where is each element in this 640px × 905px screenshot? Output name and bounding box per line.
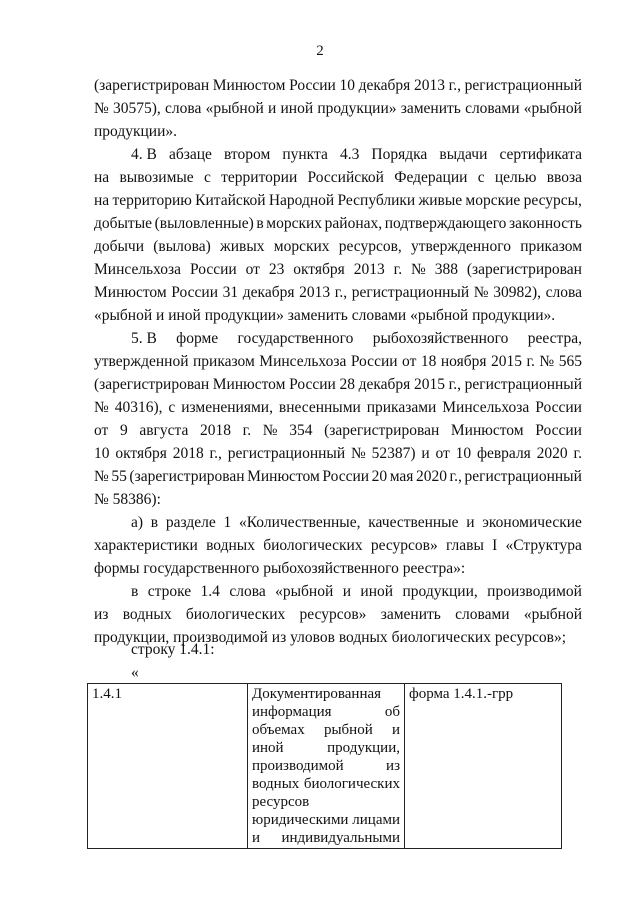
text-word: октября [115, 445, 167, 462]
text-word: России [350, 353, 398, 370]
text-word: Минюстом [450, 422, 524, 439]
text-word: в [256, 215, 264, 232]
description-line [252, 775, 400, 793]
text-word: (выловленные) [154, 215, 254, 232]
text-word: г., [448, 376, 461, 393]
text-word: добытые [94, 215, 153, 232]
text-word: с [168, 399, 176, 416]
text-line [94, 488, 582, 511]
description-line [252, 793, 400, 811]
text-word: строку [131, 641, 176, 658]
text-word: г. [526, 353, 535, 370]
text-word: законность [509, 215, 582, 232]
text-word: и [342, 583, 351, 600]
text-word: Федерации [394, 169, 468, 186]
text-line [94, 603, 582, 626]
form-reference-cell: форма 1.4.1.-грр [405, 684, 562, 849]
text-word: 2013 [299, 284, 331, 301]
text-word: от [245, 261, 260, 278]
text-word: декабря [358, 376, 411, 393]
table-row [88, 684, 562, 849]
text-word: а) [131, 514, 144, 531]
text-word: втором [223, 146, 271, 163]
text-word: строке [147, 583, 192, 600]
text-word: 18 [420, 353, 437, 370]
text-word: № [94, 491, 109, 508]
text-word: изменениями, [181, 399, 273, 416]
text-line [131, 511, 582, 534]
text-word: «рыбной [523, 100, 582, 117]
text-word: приказом [520, 238, 582, 255]
text-word: и [466, 514, 475, 531]
text-word: приказом [192, 353, 255, 370]
text-word: иной [168, 307, 201, 324]
text-word: Народной [268, 192, 335, 209]
register-form-table [87, 683, 562, 849]
text-word: 4. В [131, 146, 157, 163]
text-word: 2013 [413, 77, 445, 94]
text-word: районах, [324, 215, 383, 232]
description-line [252, 685, 400, 703]
text-word: Минсельхоза [442, 399, 530, 416]
text-word: 2018 [200, 422, 232, 439]
text-word: производимой [252, 758, 344, 774]
text-word: декабря [242, 284, 295, 301]
text-word: I [492, 537, 498, 554]
description-line [252, 829, 400, 847]
text-word: г. [573, 445, 582, 462]
text-word: 23 [268, 261, 285, 278]
text-word: ресурсов, [338, 238, 402, 255]
text-word: 2015 [490, 353, 522, 370]
text-line [94, 212, 582, 235]
text-word: государственного [237, 330, 354, 347]
text-word: «рыбной [275, 583, 334, 600]
text-line [94, 373, 582, 396]
text-word: России [189, 261, 237, 278]
text-word: России [289, 376, 336, 393]
text-word: на [94, 192, 110, 209]
text-word: Минюстом [247, 468, 320, 485]
text-word: 52387) [371, 445, 416, 462]
text-word: и [267, 100, 277, 117]
text-word: подтверждающего [384, 215, 507, 232]
text-word: сертификата [499, 146, 582, 163]
text-word: словами [465, 100, 520, 117]
text-word: Минсельхоза [259, 353, 347, 370]
description-line [252, 739, 400, 757]
text-word: г., [209, 445, 222, 462]
text-word: и [421, 445, 430, 462]
text-word: и [391, 722, 400, 738]
text-word: рыбохозяйственного [263, 560, 399, 577]
page-number: 2 [316, 43, 324, 59]
text-word: из [94, 606, 109, 623]
text-word: 565 [558, 353, 582, 370]
text-word: продукции». [94, 123, 178, 140]
text-word: августа [139, 422, 189, 439]
text-word: рыбной [323, 722, 373, 738]
text-word: продукции, [94, 629, 170, 646]
text-word: России [322, 468, 370, 485]
text-word: 58386): [112, 491, 161, 508]
text-word: регистрационный [464, 77, 582, 94]
text-word: утвержденного [411, 238, 511, 255]
text-word: и [252, 830, 261, 846]
text-word: № [94, 100, 109, 117]
text-word: 1.4 [200, 583, 220, 600]
text-word: биологических [391, 629, 491, 646]
text-line [94, 120, 582, 143]
text-word: № [473, 284, 489, 301]
text-line [94, 557, 582, 580]
text-word: водных [122, 606, 172, 623]
text-word: с [203, 169, 211, 186]
text-word: объемах [252, 722, 305, 738]
text-word: заменить [400, 100, 461, 117]
text-word: 10 [455, 445, 472, 462]
text-word: 4.3 [339, 146, 360, 163]
text-word: добычи [94, 238, 145, 255]
text-word: целью [494, 169, 537, 186]
description-line [252, 721, 400, 739]
text-word: 30982), [493, 284, 541, 301]
text-word: абзаце [168, 146, 212, 163]
text-line [94, 465, 582, 488]
text-word: октября [293, 261, 345, 278]
text-word: 1 [223, 514, 232, 531]
text-word: (вылова) [153, 238, 211, 255]
text-word: выдачи [439, 146, 488, 163]
text-line [94, 189, 582, 212]
text-word: 2015 [413, 376, 445, 393]
text-word: № [539, 353, 555, 370]
text-word: Российской [307, 169, 384, 186]
text-word: индивидуальными [281, 830, 400, 846]
text-word: заменить [380, 606, 441, 623]
text-word: № [350, 445, 366, 462]
text-word: 55 [111, 468, 127, 485]
text-word: приказами [366, 399, 437, 416]
text-word: Минсельхоза [94, 261, 182, 278]
text-word: ввоза [546, 169, 582, 186]
text-line [131, 580, 582, 603]
text-word: продукции» [204, 307, 284, 324]
text-word: территории [221, 169, 298, 186]
text-word: морских [273, 238, 330, 255]
text-word: реестра»: [402, 560, 466, 577]
text-word: в [150, 514, 159, 531]
text-word: слова [545, 284, 582, 301]
text-word: государственного [143, 560, 260, 577]
text-word: ноября [440, 353, 487, 370]
text-word: Минюстом [212, 77, 286, 94]
text-word: производимой [173, 629, 268, 646]
text-word: регистрационный [351, 284, 470, 301]
text-word: № [410, 261, 426, 278]
description-line [252, 811, 400, 829]
text-word: (зарегистрирован [94, 376, 210, 393]
text-word: вывозимые [119, 169, 194, 186]
text-word: России [289, 77, 336, 94]
text-word: иной [280, 100, 314, 117]
text-word: биологических [185, 606, 286, 623]
text-word: № [94, 468, 109, 485]
text-word: водных [206, 537, 255, 554]
text-word: «Количественные, [238, 514, 361, 531]
text-word: формы [94, 560, 140, 577]
text-word: 388 [434, 261, 458, 278]
description-line [252, 703, 400, 721]
text-word: (зарегистрирован [324, 422, 440, 439]
text-word: г. [242, 422, 252, 439]
text-word: 1.4.1: [179, 641, 215, 658]
text-line [94, 350, 582, 373]
text-word: 31 [222, 284, 239, 301]
text-word: с [477, 169, 485, 186]
text-word: заменить [287, 307, 348, 324]
text-word: 40316), [114, 399, 163, 416]
text-word: разделе [165, 514, 216, 531]
text-line [131, 143, 582, 166]
text-word: «рыбной [523, 606, 582, 623]
text-word: характеристики [94, 537, 198, 554]
text-word: России [535, 422, 582, 439]
text-word: внесенными [278, 399, 361, 416]
text-word: из [386, 758, 400, 774]
text-word: экономические [482, 514, 582, 531]
text-line [94, 304, 582, 327]
text-word: живые [418, 192, 463, 209]
description-cell [248, 684, 405, 849]
text-word: водных [338, 629, 388, 646]
text-word: морских [266, 215, 323, 232]
text-word: 28 [339, 376, 355, 393]
text-word: 2018 [172, 445, 204, 462]
text-word: России [171, 284, 219, 301]
text-word: (зарегистрирован [129, 468, 245, 485]
text-word: производимой [487, 583, 582, 600]
text-word: г., [449, 468, 462, 485]
text-word: главы [445, 537, 484, 554]
text-word: № [94, 399, 109, 416]
text-word: регистрационный [464, 468, 582, 485]
text-word: пункта [282, 146, 328, 163]
text-word: территорию [112, 192, 192, 209]
text-word: морские [465, 192, 521, 209]
text-line [94, 74, 582, 97]
text-word: слова [229, 583, 266, 600]
text-word: февраля [476, 445, 531, 462]
text-word: регистрационный [227, 445, 346, 462]
text-line [94, 442, 582, 465]
text-word: (зарегистрирован [466, 261, 582, 278]
text-word: 10 [94, 445, 110, 462]
text-word: Документированная [252, 686, 382, 702]
text-word: 2020 [536, 445, 568, 462]
text-word: продукции, [327, 740, 400, 756]
text-word: (зарегистрирован [94, 77, 210, 94]
text-word: Порядка [371, 146, 428, 163]
text-line [94, 396, 582, 419]
text-word: иной [360, 583, 394, 600]
text-line [94, 235, 582, 258]
text-word: продукции». [472, 307, 556, 324]
text-line [94, 166, 582, 189]
text-word: 10 [339, 77, 355, 94]
text-word: 5. В [131, 330, 157, 347]
text-word: г., [334, 284, 348, 301]
text-word: из [271, 629, 287, 646]
text-word: словами [351, 307, 407, 324]
text-word: уловов [290, 629, 335, 646]
text-word: г., [448, 77, 461, 94]
text-word: слова [165, 100, 202, 117]
text-word: продукции, [402, 583, 478, 600]
text-word: юридическими [252, 812, 349, 828]
row-number-cell: 1.4.1 [88, 684, 248, 849]
text-word: об [384, 704, 400, 720]
text-word: от [94, 422, 109, 439]
text-line [94, 281, 582, 304]
text-word: ресурсов»; [494, 629, 567, 646]
text-word: 30575), [113, 100, 161, 117]
text-word: Минюстом [212, 376, 286, 393]
text-word: «рыбной [94, 307, 153, 324]
text-word: биологических [303, 776, 400, 792]
text-word: на [94, 169, 110, 186]
text-word: регистрационный [464, 376, 582, 393]
description-line [252, 757, 400, 775]
text-word: России [535, 399, 582, 416]
text-word: водных [252, 776, 300, 792]
text-word: ресурсы, [523, 192, 582, 209]
text-word: от [402, 353, 417, 370]
text-word: мая [389, 468, 414, 485]
text-word: качественные [368, 514, 459, 531]
text-word: живых [220, 238, 265, 255]
text-word: ресурсов» [370, 537, 438, 554]
text-word: ресурсов» [299, 606, 367, 623]
text-word: рыбохозяйственного [372, 330, 509, 347]
text-line [94, 534, 582, 557]
text-word: форме [176, 330, 219, 347]
text-word: в [131, 583, 139, 600]
text-word: утвержденной [94, 353, 189, 370]
text-word: 2020 [415, 468, 447, 485]
text-word: Минюстом [94, 284, 167, 301]
text-word: «рыбной [410, 307, 469, 324]
text-word: Китайской [195, 192, 266, 209]
text-word: биологических [263, 537, 363, 554]
text-word: информация [252, 704, 332, 720]
text-word: Республики [337, 192, 416, 209]
text-word: декабря [358, 77, 411, 94]
text-word: 2013 [353, 261, 385, 278]
text-line [131, 661, 582, 684]
text-word: ресурсов [252, 794, 310, 810]
text-word: лицами [352, 812, 400, 828]
text-word: 20 [371, 468, 388, 485]
text-word: 354 [289, 422, 313, 439]
text-word: «Структура [505, 537, 582, 554]
text-line [94, 97, 582, 120]
text-line [94, 419, 582, 442]
text-word: и [156, 307, 165, 324]
text-word: продукции» [317, 100, 397, 117]
text-line [131, 638, 582, 661]
text-word: словами [455, 606, 510, 623]
page-bottom-edge [0, 857, 640, 905]
text-word: иной [252, 740, 284, 756]
text-line [131, 327, 582, 350]
text-word: « [131, 664, 139, 681]
text-word: № [262, 422, 278, 439]
text-word: 9 [119, 422, 128, 439]
text-line [94, 258, 582, 281]
text-word: от [435, 445, 450, 462]
text-word: реестра, [527, 330, 582, 347]
text-word: «рыбной [205, 100, 264, 117]
text-word: г. [393, 261, 403, 278]
